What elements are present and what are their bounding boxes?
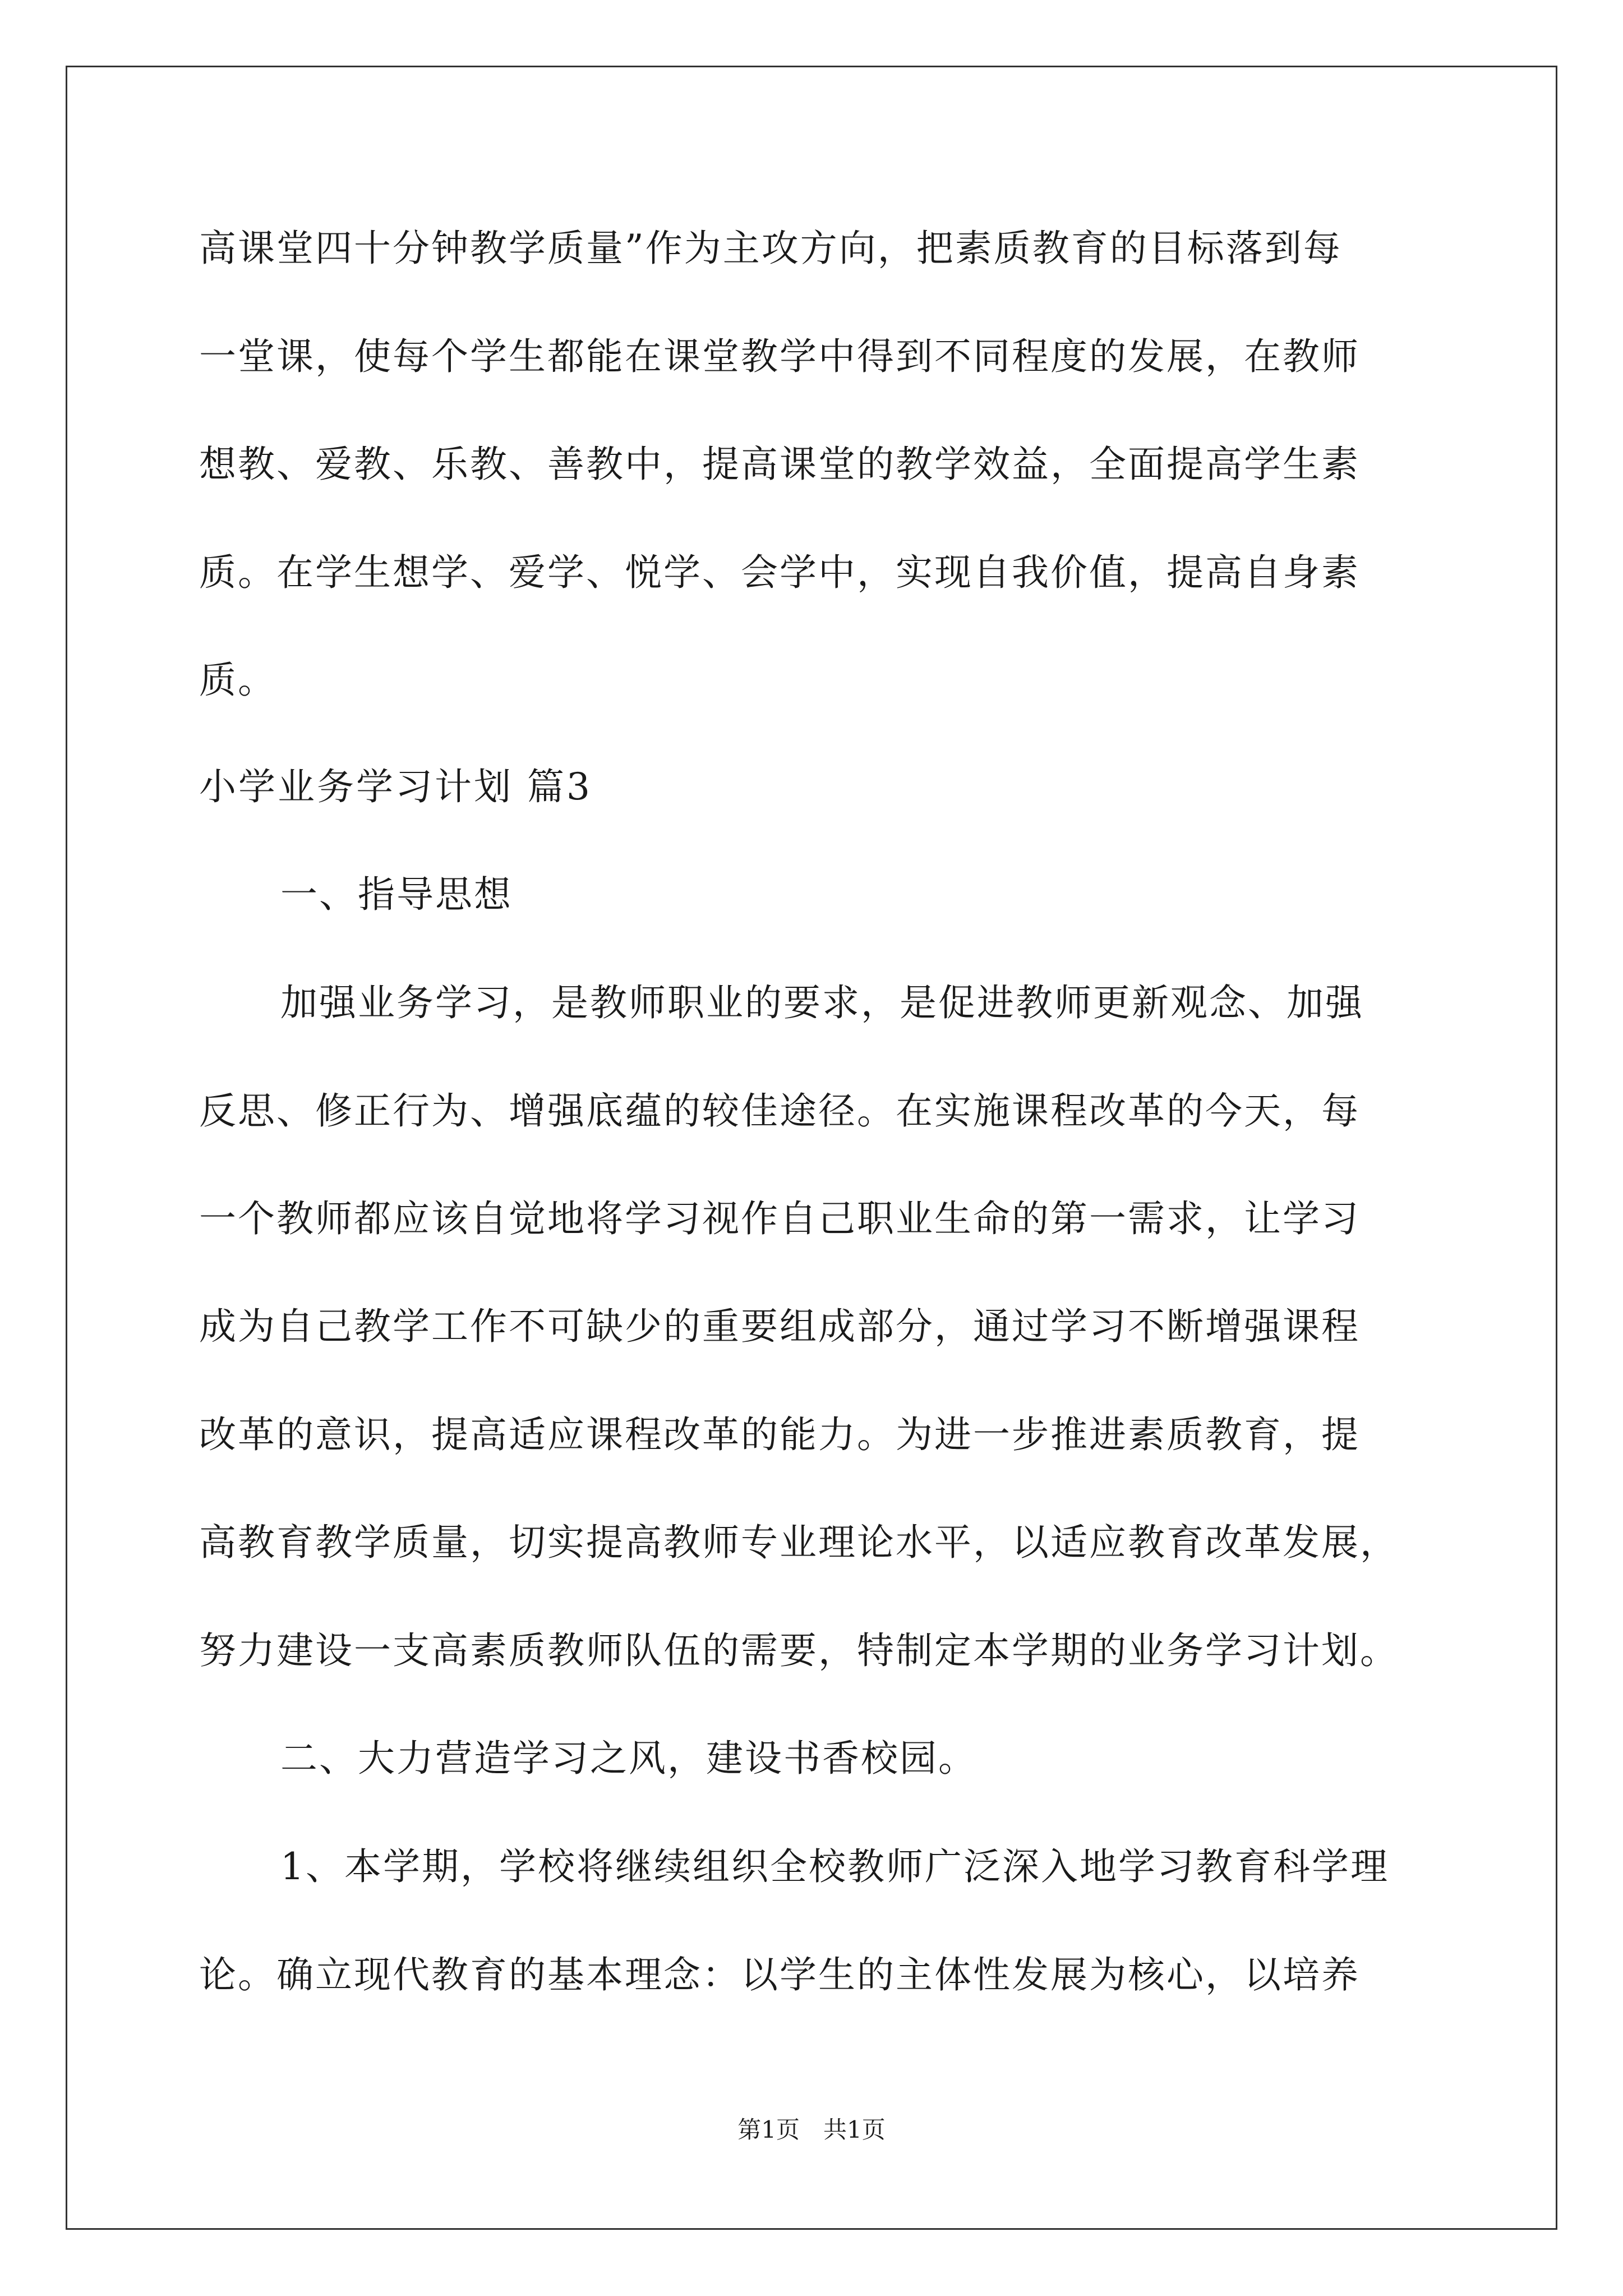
- subheading: 二、大力营造学习之风，建设书香校园。: [280, 1737, 977, 1780]
- body-line: 努力建设一支高素质教师队伍的需要，特制定本学期的业务学习计划。: [199, 1629, 1399, 1672]
- page-border: [66, 66, 1557, 2230]
- body-line: 一堂课，使每个学生都能在课堂教学中得到不同程度的发展，在教师: [199, 335, 1360, 378]
- body-line: 改革的意识，提高适应课程改革的能力。为进一步推进素质教育，提: [199, 1413, 1360, 1456]
- body-line: 质。在学生想学、爱学、悦学、会学中，实现自我价值，提高自身素: [199, 551, 1360, 594]
- body-line: 想教、爱教、乐教、善教中，提高课堂的教学效益，全面提高学生素: [199, 443, 1360, 486]
- body-line: 一个教师都应该自觉地将学习视作自己职业生命的第一需求，让学习: [199, 1197, 1360, 1240]
- body-line: 高教育教学质量，切实提高教师专业理论水平，以适应教育改革发展，: [199, 1521, 1399, 1564]
- body-line: 反思、修正行为、增强底蕴的较佳途径。在实施课程改革的今天，每: [199, 1089, 1360, 1133]
- body-line: 质。: [199, 659, 276, 702]
- body-line: 成为自己教学工作不可缺少的重要组成部分，通过学习不断增强课程: [199, 1305, 1360, 1348]
- section-heading: 小学业务学习计划 篇3: [199, 765, 592, 808]
- body-line: 加强业务学习，是教师职业的要求，是促进教师更新观念、加强: [280, 981, 1364, 1024]
- page-footer: 第1页 共1页: [737, 2116, 886, 2143]
- subheading: 一、指导思想: [280, 873, 513, 916]
- body-line: 1、本学期，学校将继续组织全校教师广泛深入地学习教育科学理: [280, 1845, 1389, 1888]
- body-line: 高课堂四十分钟教学质量”作为主攻方向，把素质教育的目标落到每: [199, 227, 1342, 270]
- body-line: 论。确立现代教育的基本理念：以学生的主体性发展为核心，以培养: [199, 1953, 1360, 1996]
